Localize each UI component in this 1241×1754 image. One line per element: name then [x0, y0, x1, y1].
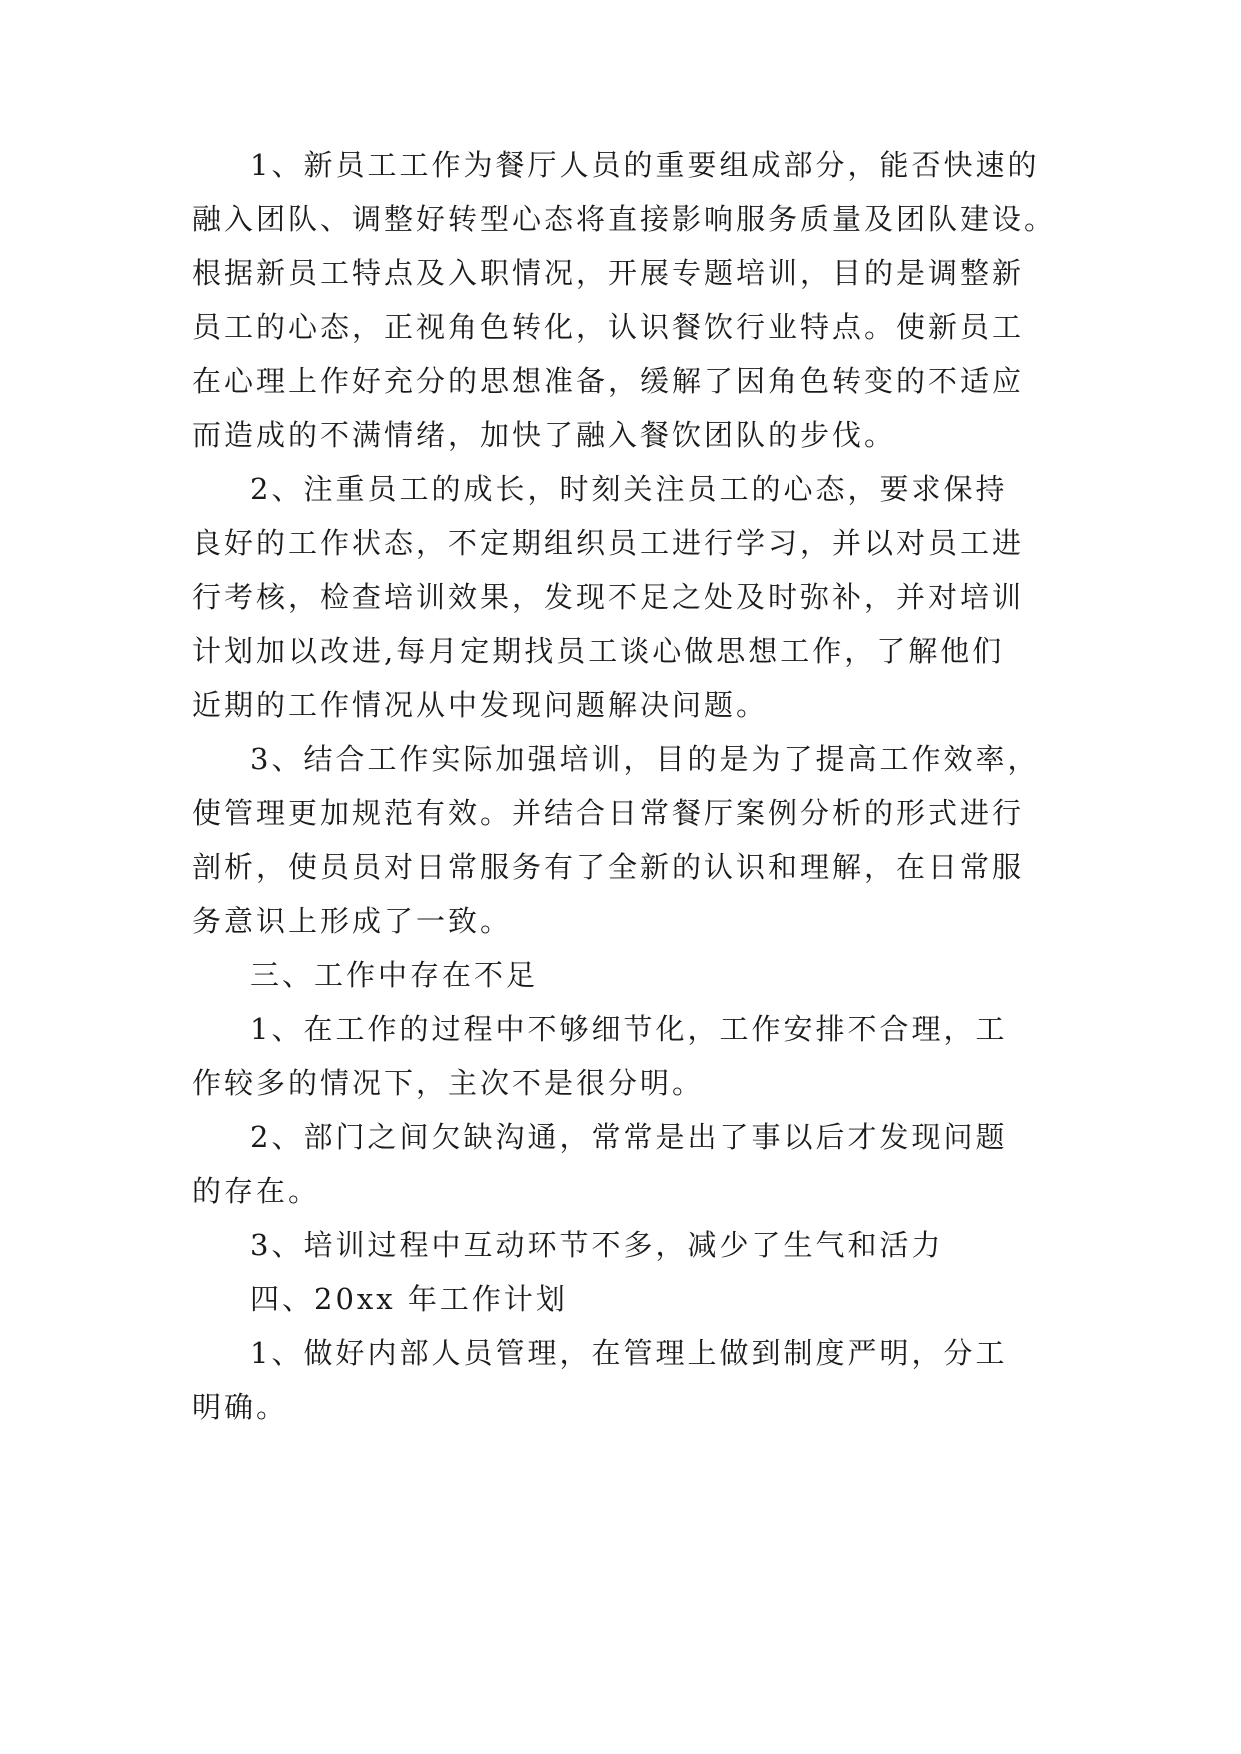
line-text: 明确。 [192, 1390, 289, 1424]
line-text: 四、20xx 年工作计划 [250, 1282, 568, 1316]
paragraph-line [0, 1108, 1241, 1166]
paragraph-line [0, 514, 1241, 572]
paragraph-line [0, 190, 1241, 248]
line-text: 使管理更加规范有效。并结合日常餐厅案例分析的形式进行 [192, 796, 1025, 830]
paragraph-line [0, 784, 1241, 842]
line-text: 作较多的情况下，主次不是很分明。 [192, 1066, 705, 1100]
paragraph-line [0, 1324, 1241, 1382]
paragraph-line [0, 676, 1241, 734]
paragraph-line [0, 568, 1241, 626]
paragraph-line [0, 730, 1241, 788]
paragraph-line [0, 352, 1241, 410]
line-text: 3、培训过程中互动环节不多，减少了生气和活力 [250, 1228, 944, 1262]
paragraph-line [0, 622, 1241, 680]
line-text: 计划加以改进,每月定期找员工谈心做思想工作，了解他们 [192, 634, 1005, 668]
paragraph-line [0, 1054, 1241, 1112]
line-text: 2、部门之间欠缺沟通，常常是出了事以后才发现问题 [250, 1120, 1008, 1154]
line-text: 而造成的不满情绪，加快了融入餐饮团队的步伐。 [192, 418, 897, 452]
line-text: 良好的工作状态，不定期组织员工进行学习，并以对员工进 [192, 526, 1025, 560]
line-text: 的存在。 [192, 1174, 321, 1208]
paragraph-line [0, 1162, 1241, 1220]
line-text: 剖析，使员员对日常服务有了全新的认识和理解，在日常服 [192, 850, 1025, 884]
line-text: 3、结合工作实际加强培训，目的是为了提高工作效率， [250, 742, 1040, 776]
paragraph-line [0, 838, 1241, 896]
line-text: 三、工作中存在不足 [250, 958, 539, 992]
line-text: 行考核，检查培训效果，发现不足之处及时弥补，并对培训 [192, 580, 1025, 614]
line-text: 根据新员工特点及入职情况，开展专题培训，目的是调整新 [192, 256, 1025, 290]
paragraph-line [0, 244, 1241, 302]
section-heading [0, 946, 1241, 1004]
line-text: 融入团队、调整好转型心态将直接影响服务质量及团队建设。 [192, 202, 1057, 236]
paragraph-line [0, 136, 1241, 194]
line-text: 近期的工作情况从中发现问题解决问题。 [192, 688, 769, 722]
paragraph-line [0, 298, 1241, 356]
paragraph-line [0, 1216, 1241, 1274]
line-text: 2、注重员工的成长，时刻关注员工的心态，要求保持 [250, 472, 1008, 506]
line-text: 1、做好内部人员管理，在管理上做到制度严明，分工 [250, 1336, 1008, 1370]
paragraph-line [0, 460, 1241, 518]
line-text: 1、新员工工作为餐厅人员的重要组成部分，能否快速的 [250, 148, 1040, 182]
line-text: 在心理上作好充分的思想准备，缓解了因角色转变的不适应 [192, 364, 1025, 398]
paragraph-line [0, 892, 1241, 950]
paragraph-line [0, 406, 1241, 464]
section-heading [0, 1270, 1241, 1328]
paragraph-line [0, 1000, 1241, 1058]
line-text: 1、在工作的过程中不够细节化，工作安排不合理，工 [250, 1012, 1008, 1046]
paragraph-line [0, 1378, 1241, 1436]
line-text: 员工的心态，正视角色转化，认识餐饮行业特点。使新员工 [192, 310, 1025, 344]
line-text: 务意识上形成了一致。 [192, 904, 513, 938]
